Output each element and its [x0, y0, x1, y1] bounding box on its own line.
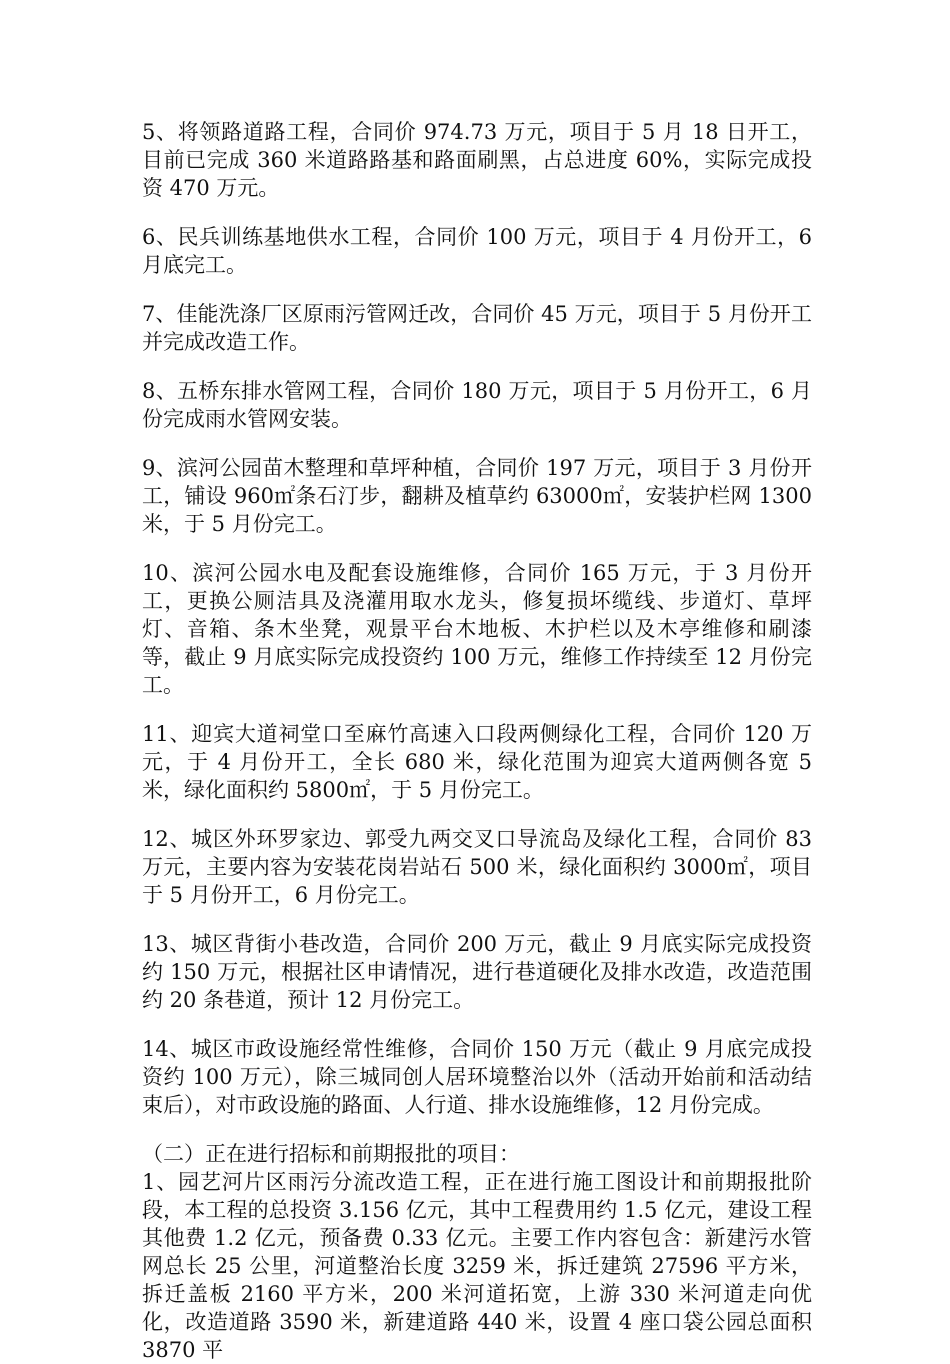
paragraph-item-10: 10、滨河公园水电及配套设施维修，合同价 165 万元，于 3 月份开工，更换公厕洁具及浇灌用取水龙头，修复损坏缆线、步道灯、草坪灯、音箱、条木坐凳，观景平台木地板、木护栏以及木亭维修和刷漆等，截止 9 月底实际完成投资约 100 万元，维修工作持续至 12 月份完工。 — [142, 561, 812, 697]
paragraph-item-12: 12、城区外环罗家边、郭受九两交叉口导流岛及绿化工程，合同价 83 万元，主要内容为安装花岗岩站石 500 米，绿化面积约 3000㎡，项目于 5 月份开工，6 月份完工。 — [142, 827, 812, 907]
paragraph-item-11: 11、迎宾大道祠堂口至麻竹高速入口段两侧绿化工程，合同价 120 万元，于 4 月份开工，全长 680 米，绿化范围为迎宾大道两侧各宽 5 米，绿化面积约 5800㎡，于 5 月份完工。 — [142, 722, 812, 802]
section-paragraph-1: 1、园艺河片区雨污分流改造工程，正在进行施工图设计和前期报批阶段，本工程的总投资 3.156 亿元，其中工程费用约 1.5 亿元，建设工程其他费 1.2 亿元，预备费 0.33 亿元。主要工作内容包含：新建污水管网总长 25 公里，河道整治长度 3259 米，拆迁建筑 27596 平方米，拆迁盖板 2160 平方米，200 米河道拓宽，上游 330 米河道走向优化，改造道路 3590 米，新建道路 440 米，设置 4 座口袋公园总面积 3870 平 — [142, 1170, 812, 1362]
paragraph-item-6: 6、民兵训练基地供水工程，合同价 100 万元，项目于 4 月份开工，6 月底完工。 — [142, 225, 812, 277]
document-page — [142, 118, 812, 1364]
paragraph-item-9: 9、滨河公园苗木整理和草坪种植，合同价 197 万元，项目于 3 月份开工，铺设 960㎡条石汀步，翻耕及植草约 63000㎡，安装护栏网 1300 米，于 5 月份完工。 — [142, 456, 812, 536]
paragraph-item-14: 14、城区市政设施经常性维修，合同价 150 万元（截止 9 月底完成投资约 100 万元），除三城同创人居环境整治以外（活动开始前和活动结束后），对市政设施的路面、人行道、排水设施维修，12 月份完成。 — [142, 1037, 812, 1117]
paragraph-item-8: 8、五桥东排水管网工程，合同价 180 万元，项目于 5 月份开工，6 月份完成雨水管网安装。 — [142, 379, 812, 431]
paragraph-item-13: 13、城区背街小巷改造，合同价 200 万元，截止 9 月底实际完成投资约 150 万元，根据社区申请情况，进行巷道硬化及排水改造，改造范围约 20 条巷道，预计 12 月份完工。 — [142, 932, 812, 1012]
section-heading: （二）正在进行招标和前期报批的项目： — [142, 1142, 520, 1166]
paragraph-item-7: 7、佳能洗涤厂区原雨污管网迁改，合同价 45 万元，项目于 5 月份开工并完成改造工作。 — [142, 302, 812, 354]
paragraph-item-5: 5、将领路道路工程，合同价 974.73 万元，项目于 5 月 18 日开工，目前已完成 360 米道路路基和路面刷黑，占总进度 60%，实际完成投资 470 万元。 — [142, 120, 812, 200]
